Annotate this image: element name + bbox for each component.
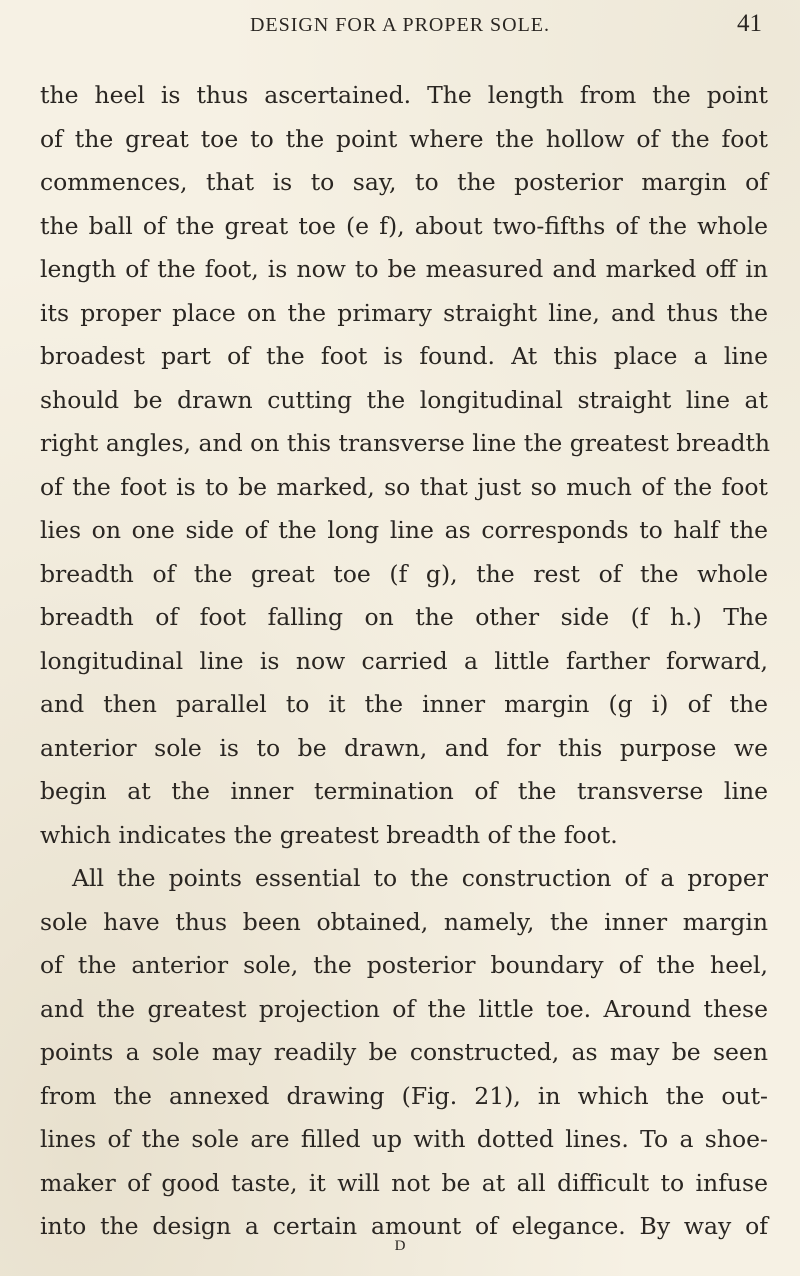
text-line: and the greatest projection of the little toe. Around these [40, 994, 768, 1023]
text-line: the ball of the great toe (e f), about two-fifths of the whole [40, 211, 768, 240]
text-line: lies on one side of the long line as corresponds to half the [40, 516, 768, 544]
signature-mark: D [394, 1238, 406, 1254]
text-line: breadth of the great toe (f g), the rest of the whole [40, 559, 768, 588]
body-text [40, 74, 771, 1249]
text-line: points a sole may readily be constructed, as may be seen [40, 1038, 768, 1066]
page-number: 41 [737, 10, 762, 37]
text-line: breadth of foot falling on the other side (f h.) The [40, 603, 768, 631]
text-line: sole have thus been obtained, namely, the inner margin [40, 907, 768, 936]
text-line: broadest part of the foot is found. At this place a line [40, 342, 768, 370]
paragraph-2 [40, 857, 768, 1249]
text-line: should be drawn cutting the longitudinal straight line at [40, 385, 768, 414]
text-line: anterior sole is to be drawn, and for this purpose we [40, 733, 768, 762]
text-line: begin at the inner termination of the transverse line [40, 777, 768, 805]
text-line: commences, that is to say, to the posterior margin of [40, 168, 768, 196]
text-line: of the great toe to the point where the hollow of the foot [40, 124, 768, 153]
text-line: of the anterior sole, the posterior boundary of the heel, [40, 951, 768, 979]
text-line: longitudinal line is now carried a little farther forward, [40, 646, 768, 675]
running-head: DESIGN FOR A PROPER SOLE. [249, 14, 551, 36]
text-line: its proper place on the primary straight line, and thus the [40, 298, 768, 327]
text-line: from the annexed drawing (Fig. 21), in which the out- [40, 1081, 768, 1110]
text-line: lines of the sole are filled up with dotted lines. To a shoe- [40, 1125, 768, 1153]
text-line: and then parallel to it the inner margin (g i) of the [40, 690, 768, 718]
paragraph-1 [40, 74, 771, 857]
text-line: All the points essential to the construction of a proper [72, 864, 768, 892]
text-line: which indicates the greatest breadth of the foot. [40, 820, 618, 849]
text-line: length of the foot, is now to be measured and marked off in [40, 255, 768, 283]
text-line: into the design a certain amount of elegance. By way of [40, 1212, 768, 1240]
text-line: the heel is thus ascertained. The length from the point [40, 81, 768, 109]
page-header [0, 6, 800, 46]
text-line: of the foot is to be marked, so that just so much of the foot [40, 472, 768, 501]
text-line: right angles, and on this transverse line the greatest breadth [40, 429, 771, 457]
text-line: maker of good taste, it will not be at all difficult to infuse [40, 1168, 768, 1197]
